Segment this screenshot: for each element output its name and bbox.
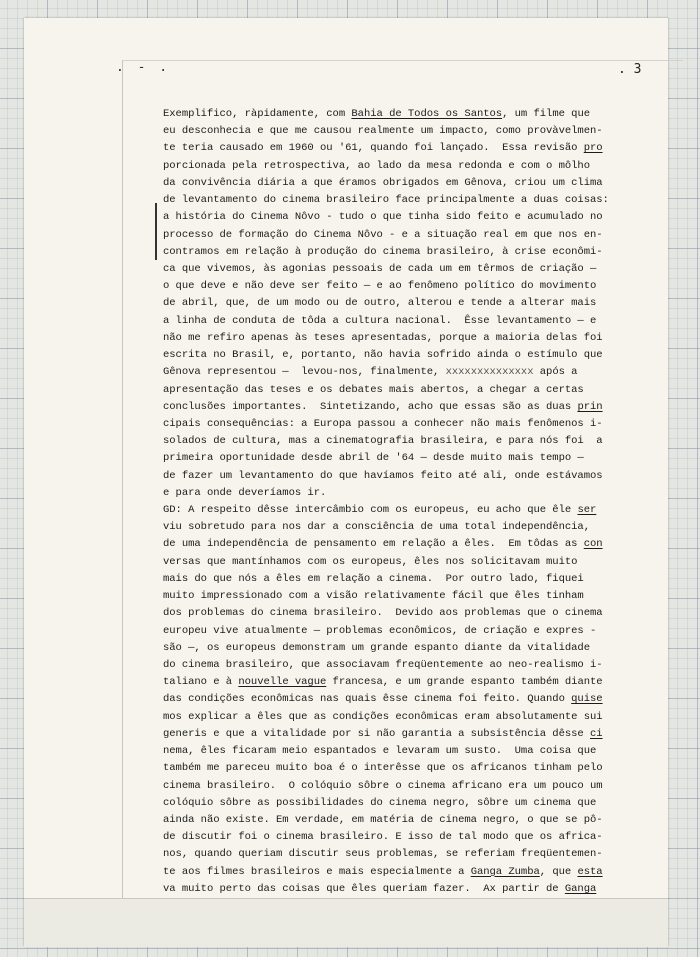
text-line xyxy=(163,795,663,812)
text-line xyxy=(163,450,663,467)
underlined-text: con xyxy=(583,538,603,551)
text-segment: dos problemas do cinema brasileiro. Devido aos problemas que o cinema xyxy=(163,607,603,620)
underlying-page-edge xyxy=(24,898,668,947)
text-segment: viu sobretudo para nos dar a consciência de uma total independência, xyxy=(163,521,590,534)
text-segment: escrita no Brasil, e, portanto, não havia sofrido ainda o estímulo que xyxy=(163,349,603,362)
text-line xyxy=(163,313,663,330)
text-line xyxy=(163,330,663,347)
text-segment: mos explicar a êles que as condições econômicas eram absolutamente sui xyxy=(163,710,603,723)
text-segment: te teria causado em 1960 ou '61, quando foi lançado. Essa revisão xyxy=(163,142,584,155)
underlined-text: ci xyxy=(589,727,603,740)
text-line xyxy=(163,881,663,898)
text-segment: das condições econômicas nas quais êsse cinema foi feito. Quando xyxy=(163,693,572,706)
text-segment: generis e que a vitalidade por si não garantia a subsistência dêsse xyxy=(163,727,590,740)
text-segment: de uma independência de pensamento em relação a êles. Em tôdas as xyxy=(163,538,584,551)
text-segment: e para onde deveríamos ir. xyxy=(163,486,327,499)
underlined-text: Ganga xyxy=(564,882,597,895)
text-line xyxy=(163,554,663,571)
text-segment: são —, os europeus demonstram um grande espanto diante da vitalidade xyxy=(163,641,590,654)
typed-text-body xyxy=(163,106,663,898)
text-line xyxy=(163,244,663,261)
underlined-text: pro xyxy=(583,142,603,155)
text-segment: , um filme que xyxy=(502,108,591,120)
text-segment: de abril, que, de um modo ou de outro, alterou e tende a alterar mais xyxy=(163,297,597,310)
text-segment: contramos em relação à produção do cinema brasileiro, à crise econômi- xyxy=(163,245,603,258)
text-segment: de fazer um levantamento do que havíamos feito até ali, onde estávamos xyxy=(163,469,603,482)
text-segment: a história do Cinema Nôvo - tudo o que tinha sido feito e acumulado no xyxy=(163,211,603,224)
text-segment: va muito perto das coisas que êles queriam fazer. Ax partir de xyxy=(163,882,565,895)
text-line xyxy=(163,657,663,674)
text-segment: te aos filmes brasileiros e mais especialmente a xyxy=(163,865,471,878)
text-segment: de levantamento do cinema brasileiro face principalmente a duas coisas: xyxy=(163,194,609,207)
text-line xyxy=(163,278,663,295)
text-line xyxy=(163,399,663,416)
text-segment: primeira oportunidade desde abril de '64 — desde muito mais tempo — xyxy=(163,452,584,465)
text-line xyxy=(163,502,663,519)
text-line xyxy=(163,485,663,502)
text-line xyxy=(163,416,663,433)
text-segment: cipais consequências: a Europa passou a conhecer não mais fenômenos i- xyxy=(163,417,603,430)
text-segment: francesa, e um grande espanto também diante xyxy=(326,676,603,689)
text-segment: nema, êles ficaram meio espantados e levaram um susto. Uma coisa que xyxy=(163,745,597,758)
underlined-text: quise xyxy=(571,693,603,706)
text-segment: colóquio sôbre as possibilidades do cinema negro, sôbre um cinema que xyxy=(163,796,597,809)
text-line xyxy=(163,468,663,485)
text-line xyxy=(163,106,663,123)
text-segment: Exemplifico, ràpidamente, com xyxy=(163,108,352,120)
text-segment: processo de formação do Cinema Nôvo - e a situação real em que nos en- xyxy=(163,228,603,241)
text-segment: do cinema brasileiro, que associavam freqüentemente ao neo-realismo i- xyxy=(163,659,603,671)
underlined-text: Bahia de Todos os Santos xyxy=(351,108,503,120)
corner-mark: . - . xyxy=(116,60,171,75)
text-line xyxy=(163,536,663,553)
struck-out-text: xxxxxxxxxxxxxx xyxy=(445,366,534,379)
text-line xyxy=(163,364,663,381)
text-line xyxy=(163,347,663,364)
text-line xyxy=(163,623,663,640)
text-line xyxy=(163,778,663,795)
text-segment: Gênova representou — levou-nos, finalmente, xyxy=(163,366,446,379)
text-line xyxy=(163,209,663,226)
text-segment: ainda não existe. Em verdade, em matéria de cinema negro, o que se pô- xyxy=(163,813,603,826)
text-segment: nos, quando queriam discutir seus problemas, se referiam freqüentemen- xyxy=(163,848,603,861)
text-line xyxy=(163,123,663,140)
text-segment: o que deve e não deve ser feito — e ao fenômeno político do movimento xyxy=(163,280,597,293)
text-segment: de discutir foi o cinema brasileiro. E isso de tal modo que os africa- xyxy=(163,831,603,844)
text-segment: europeu vive atualmente — problemas econômicos, de criação e expres - xyxy=(163,624,597,637)
text-line xyxy=(163,192,663,209)
underlined-text: esta xyxy=(577,865,603,878)
text-line xyxy=(163,433,663,450)
text-segment: eu desconhecia e que me causou realmente um impacto, como provàvelmen- xyxy=(163,125,603,138)
text-line xyxy=(163,864,663,881)
text-segment: taliano e à xyxy=(163,676,239,689)
text-segment: muito impressionado com a visão relativamente fácil que êles tinham xyxy=(163,590,584,603)
text-line xyxy=(163,743,663,760)
text-line xyxy=(163,760,663,777)
underlined-text: nouvelle vague xyxy=(238,676,327,689)
underlined-text: Ganga Zumba xyxy=(470,865,540,878)
text-segment: porcionada pela retrospectiva, ao lado da mesa redonda e com o môlho xyxy=(163,159,590,172)
text-line xyxy=(163,812,663,829)
text-line xyxy=(163,158,663,175)
text-line xyxy=(163,588,663,605)
text-segment: mais do que nós a êles em relação a cinema. Por outro lado, fiquei xyxy=(163,572,584,585)
text-line xyxy=(163,227,663,244)
text-segment: a linha de conduta de tôda a cultura nacional. Êsse levantamento — e xyxy=(163,314,597,327)
margin-mark-bar xyxy=(155,203,157,260)
text-line xyxy=(163,571,663,588)
text-segment: ca que vivemos, às agonias pessoais de cada um em têrmos de criação — xyxy=(163,262,597,275)
text-line xyxy=(163,140,663,157)
underlined-text: ser xyxy=(577,504,597,517)
text-segment: após a xyxy=(533,366,578,379)
text-segment: solados de cultura, mas a cinematografia brasileira, e para nós foi a xyxy=(163,435,603,448)
page-number: . 3 xyxy=(618,62,642,77)
text-line xyxy=(163,605,663,622)
text-segment: também me pareceu muito boa é o interêsse que os africanos tinham pelo xyxy=(163,762,603,775)
text-segment: versas que mantínhamos com os europeus, êles nos solicitavam muito xyxy=(163,555,578,568)
text-line xyxy=(163,829,663,846)
text-line xyxy=(163,726,663,743)
text-line xyxy=(163,846,663,863)
text-segment: não me refiro apenas às teses apresentadas, porque a maioria delas foi xyxy=(163,331,603,344)
text-line xyxy=(163,295,663,312)
text-segment: , que xyxy=(539,865,578,878)
text-segment: cinema brasileiro. O colóquio sôbre o cinema africano era um pouco um xyxy=(163,779,603,792)
text-line xyxy=(163,674,663,691)
text-line xyxy=(163,691,663,708)
text-line xyxy=(163,382,663,399)
text-segment: GD: A respeito dêsse intercâmbio com os europeus, eu acho que êle xyxy=(163,504,578,517)
text-segment: conclusões importantes. Sintetizando, acho que essas são as duas xyxy=(163,400,578,413)
text-line xyxy=(163,175,663,192)
text-line xyxy=(163,640,663,657)
underlined-text: prin xyxy=(577,400,603,413)
text-line xyxy=(163,709,663,726)
text-segment: da convivência diária a que éramos obrigados em Gênova, criou um clima xyxy=(163,176,603,189)
text-line xyxy=(163,519,663,536)
text-segment: apresentação das teses e os debates mais abertos, a chegar a certas xyxy=(163,383,584,396)
text-line xyxy=(163,261,663,278)
